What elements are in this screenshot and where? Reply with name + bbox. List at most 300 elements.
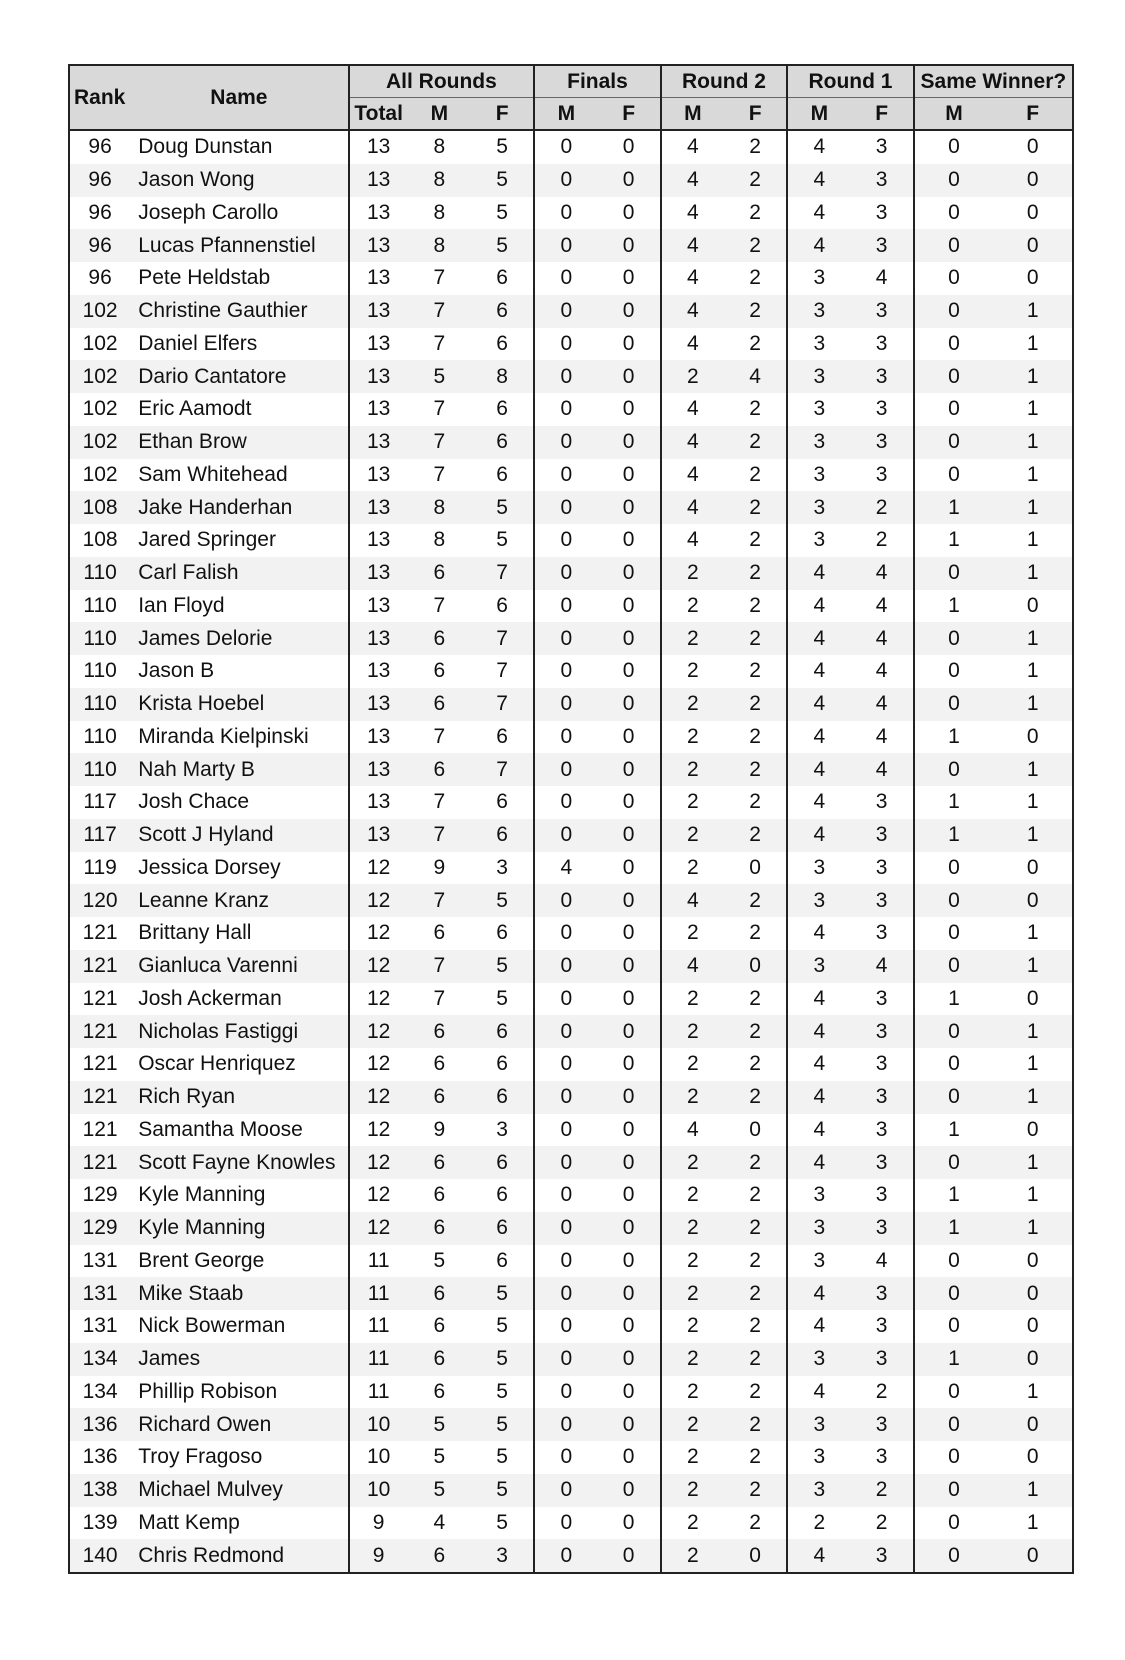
finals-m-cell: 0: [534, 1277, 597, 1310]
name-cell: Nicholas Fastiggi: [130, 1015, 348, 1048]
finals-f-cell: 0: [597, 426, 660, 459]
name-cell: Eric Aamodt: [138, 397, 252, 421]
rank-cell: 117: [83, 790, 117, 814]
round1-m-cell: 3: [787, 884, 850, 917]
same-winner-f-cell: 1: [1026, 1510, 1039, 1534]
all-f-cell: 5: [471, 1408, 534, 1441]
standings-table: [68, 64, 1074, 1574]
same-winner-m-cell: 0: [914, 1081, 994, 1114]
total-cell: 11: [349, 1277, 408, 1310]
name-cell: Troy Fragoso: [138, 1445, 263, 1469]
rank-cell: 96: [69, 229, 130, 262]
round2-f-cell: 2: [749, 397, 761, 421]
all-m-cell: 5: [408, 1474, 471, 1507]
all-m-cell: 7: [433, 593, 446, 617]
round1-f-cell: 3: [850, 426, 913, 459]
round2-m-cell: 4: [661, 197, 724, 230]
table-row: [69, 1146, 1073, 1179]
all-m-cell: 7: [408, 884, 471, 917]
all-f-cell: 5: [496, 1379, 508, 1403]
all-rounds-header: All Rounds: [349, 65, 535, 98]
round2-m-cell: 2: [661, 1146, 724, 1179]
finals-m-cell: 0: [534, 1146, 597, 1179]
total-cell: 12: [349, 983, 408, 1016]
total-cell: 13: [349, 688, 408, 721]
all-m-cell: 5: [433, 1445, 446, 1469]
same-winner-m-cell: 0: [914, 753, 994, 786]
all-m-cell: 5: [433, 1248, 446, 1272]
round1-f-cell: 3: [875, 135, 888, 159]
total-cell: 13: [349, 295, 408, 328]
table-row: [69, 1081, 1073, 1114]
same-winner-m-cell: 1: [914, 786, 994, 819]
finals-m-cell: 4: [534, 852, 597, 885]
all-m-cell: 6: [408, 688, 471, 721]
same-winner-m-cell: 0: [914, 1539, 994, 1573]
all-f-cell: 6: [496, 1183, 508, 1207]
finals-m-cell: 0: [534, 1048, 597, 1081]
same-winner-f-cell: 0: [1026, 1314, 1039, 1338]
total-cell: 13: [349, 786, 408, 819]
rank-cell: 96: [88, 200, 112, 224]
total-cell: 13: [349, 622, 408, 655]
rank-cell: 138: [69, 1474, 130, 1507]
round2-f-cell: 2: [749, 1314, 761, 1338]
same-winner-f-cell: 0: [993, 884, 1073, 917]
all-rounds-f-subheader: F: [471, 98, 534, 131]
all-f-cell: 6: [496, 331, 508, 355]
all-f-cell: 6: [496, 790, 508, 814]
total-cell: 12: [349, 1048, 408, 1081]
table-row: [69, 1179, 1073, 1212]
table-row: [69, 360, 1073, 393]
rank-cell: 131: [82, 1248, 118, 1272]
total-cell: 9: [349, 1539, 408, 1573]
rank-cell: 108: [82, 528, 118, 552]
round2-m-cell: 2: [661, 721, 724, 754]
same-winner-m-cell: 0: [914, 1048, 994, 1081]
name-cell: Lucas Pfannenstiel: [130, 229, 348, 262]
round1-m-cell: 4: [787, 1081, 850, 1114]
same-winner-m-cell: 0: [914, 229, 994, 262]
all-m-cell: 7: [408, 426, 471, 459]
finals-m-cell: 0: [534, 1114, 597, 1147]
name-cell: James: [130, 1343, 348, 1376]
round1-f-cell: 3: [850, 819, 913, 852]
round2-f-cell: 2: [724, 1212, 787, 1245]
rank-header: Rank: [69, 65, 130, 130]
all-m-cell: 7: [433, 790, 446, 814]
round2-f-cell: 2: [724, 622, 787, 655]
total-cell: 13: [349, 459, 408, 492]
finals-f-cell: 0: [622, 331, 635, 355]
all-m-cell: 8: [408, 229, 471, 262]
round1-f-cell: 3: [875, 1314, 888, 1338]
round2-m-cell: 2: [661, 1539, 724, 1573]
round2-m-cell: 4: [661, 295, 724, 328]
round2-m-cell: 2: [661, 1376, 724, 1409]
finals-m-cell: 0: [534, 262, 597, 295]
same-winner-f-cell: 0: [993, 1277, 1073, 1310]
all-m-cell: 6: [433, 1183, 446, 1207]
rank-cell: 121: [82, 1117, 118, 1141]
round2-m-cell: 2: [661, 1310, 724, 1343]
round2-f-subheader: F: [724, 98, 787, 131]
name-cell: Gianluca Varenni: [130, 950, 348, 983]
table-row: [69, 524, 1073, 557]
finals-f-cell: 0: [597, 1146, 660, 1179]
round1-m-cell: 3: [787, 491, 850, 524]
round2-f-cell: 2: [749, 1379, 761, 1403]
total-cell: 10: [349, 1408, 408, 1441]
round1-f-cell: 4: [875, 724, 888, 748]
finals-f-cell: 0: [622, 855, 635, 879]
round1-m-cell: 4: [787, 1539, 850, 1573]
same-winner-f-cell: 1: [993, 819, 1073, 852]
round2-m-cell: 2: [661, 655, 724, 688]
all-m-cell: 6: [433, 1379, 446, 1403]
all-m-cell: 8: [433, 528, 446, 552]
name-cell: Brittany Hall: [138, 921, 252, 945]
round1-f-cell: 3: [875, 986, 888, 1010]
all-f-cell: 5: [496, 200, 508, 224]
round1-f-cell: 3: [850, 1015, 913, 1048]
finals-f-cell: 0: [622, 397, 635, 421]
total-cell: 13: [349, 197, 408, 230]
round2-f-cell: 2: [749, 200, 761, 224]
round1-f-cell: 4: [850, 753, 913, 786]
table-row: [69, 721, 1073, 754]
all-m-cell: 6: [433, 1052, 446, 1076]
round2-f-cell: 2: [724, 229, 787, 262]
same-winner-m-cell: 1: [914, 1343, 994, 1376]
total-cell: 12: [349, 852, 408, 885]
round1-m-cell: 4: [787, 983, 850, 1016]
finals-f-cell: 0: [622, 528, 635, 552]
name-cell: Samantha Moose: [138, 1117, 303, 1141]
name-cell: Daniel Elfers: [138, 331, 258, 355]
total-cell: 13: [349, 393, 408, 426]
all-m-cell: 7: [408, 819, 471, 852]
rank-cell: 102: [82, 331, 118, 355]
table-row: [69, 1343, 1073, 1376]
all-f-cell: 6: [496, 397, 508, 421]
total-cell: 12: [349, 917, 408, 950]
same-winner-f-cell: 0: [1026, 1445, 1039, 1469]
finals-m-cell: 0: [534, 950, 597, 983]
round2-f-cell: 2: [724, 819, 787, 852]
round1-m-cell: 4: [787, 1048, 850, 1081]
round2-m-cell: 4: [661, 229, 724, 262]
same-winner-f-cell: 1: [993, 1212, 1073, 1245]
table-row: [69, 819, 1073, 852]
same-winner-f-cell: 0: [1026, 855, 1039, 879]
finals-f-cell: 0: [597, 622, 660, 655]
all-m-cell: 5: [408, 1408, 471, 1441]
same-winner-m-cell: 1: [914, 721, 994, 754]
table-row: [69, 1408, 1073, 1441]
finals-f-cell: 0: [597, 1539, 660, 1573]
name-cell: Krista Hoebel: [130, 688, 348, 721]
same-winner-m-cell: 0: [914, 426, 994, 459]
name-cell: Brent George: [138, 1248, 265, 1272]
round1-m-cell: 4: [787, 917, 850, 950]
rank-cell: 134: [69, 1343, 130, 1376]
same-winner-f-cell: 1: [1026, 659, 1039, 683]
same-winner-f-cell: 1: [993, 426, 1073, 459]
all-f-cell: 6: [496, 266, 508, 290]
round2-m-cell: 2: [661, 1507, 724, 1540]
all-f-cell: 5: [496, 1445, 508, 1469]
round1-m-cell: 3: [787, 1179, 850, 1212]
round2-f-cell: 2: [724, 426, 787, 459]
finals-f-cell: 0: [622, 266, 635, 290]
round1-f-cell: 3: [850, 1343, 913, 1376]
all-f-cell: 5: [471, 164, 534, 197]
round1-f-cell: 4: [875, 266, 888, 290]
round1-m-cell: 4: [787, 197, 850, 230]
table-row: [69, 622, 1073, 655]
finals-f-cell: 0: [622, 1052, 635, 1076]
table-row: [69, 1441, 1073, 1474]
name-cell: Sam Whitehead: [138, 462, 288, 486]
round1-f-cell: 4: [850, 688, 913, 721]
same-winner-m-cell: 1: [914, 1114, 994, 1147]
finals-m-cell: 0: [534, 1245, 597, 1278]
finals-f-cell: 0: [597, 753, 660, 786]
same-winner-m-cell: 1: [914, 983, 994, 1016]
round1-f-cell: 3: [875, 462, 888, 486]
all-m-cell: 6: [408, 557, 471, 590]
finals-m-cell: 0: [534, 426, 597, 459]
finals-m-cell: 0: [534, 130, 597, 164]
rank-cell: 102: [82, 397, 118, 421]
round2-m-cell: 2: [661, 1048, 724, 1081]
name-cell: Scott Fayne Knowles: [130, 1146, 348, 1179]
round1-m-cell: 4: [787, 688, 850, 721]
rank-cell: 134: [82, 1379, 118, 1403]
table-row: [69, 1015, 1073, 1048]
rank-cell: 121: [82, 986, 118, 1010]
all-f-cell: 6: [471, 1081, 534, 1114]
rank-cell: 102: [82, 462, 118, 486]
rank-cell: 121: [82, 1052, 118, 1076]
name-cell: Doug Dunstan: [138, 135, 273, 159]
round1-f-cell: 2: [850, 491, 913, 524]
total-cell: 13: [349, 557, 408, 590]
all-f-cell: 5: [471, 1343, 534, 1376]
name-cell: Josh Chace: [138, 790, 250, 814]
finals-m-cell: 0: [534, 590, 597, 623]
finals-m-cell: 0: [534, 1310, 597, 1343]
finals-f-cell: 0: [597, 950, 660, 983]
table-row: [69, 426, 1073, 459]
same-winner-f-cell: 0: [1026, 266, 1039, 290]
all-f-cell: 6: [471, 295, 534, 328]
all-m-cell: 8: [408, 164, 471, 197]
name-cell: Chris Redmond: [130, 1539, 348, 1573]
round2-m-cell: 4: [661, 884, 724, 917]
finals-f-cell: 0: [622, 200, 635, 224]
total-cell: 13: [349, 360, 408, 393]
round1-m-cell: 2: [787, 1507, 850, 1540]
name-cell: Carl Falish: [130, 557, 348, 590]
same-winner-m-cell: 0: [914, 1310, 994, 1343]
same-winner-m-cell: 0: [914, 393, 994, 426]
all-f-cell: 7: [471, 622, 534, 655]
round1-m-cell: 4: [787, 1310, 850, 1343]
name-cell: Jason B: [138, 659, 215, 683]
round2-m-cell: 2: [661, 360, 724, 393]
rank-cell: 110: [69, 753, 130, 786]
finals-m-cell: 0: [534, 1474, 597, 1507]
rank-cell: 96: [88, 135, 112, 159]
total-cell: 11: [349, 1343, 408, 1376]
same-winner-f-cell: 1: [993, 950, 1073, 983]
same-winner-f-cell: 1: [1026, 790, 1039, 814]
table-row: [69, 393, 1073, 426]
round1-f-cell: 3: [875, 331, 888, 355]
round2-m-cell: 2: [661, 1179, 724, 1212]
round2-m-cell: 2: [661, 917, 724, 950]
finals-m-cell: 0: [534, 360, 597, 393]
rank-cell: 121: [69, 1146, 130, 1179]
all-f-cell: 7: [496, 659, 508, 683]
all-f-cell: 5: [471, 491, 534, 524]
finals-m-cell: 0: [534, 393, 597, 426]
round1-m-cell: 4: [787, 655, 850, 688]
name-cell: Jason Wong: [130, 164, 348, 197]
same-winner-m-cell: 0: [914, 655, 994, 688]
rank-cell: 110: [69, 622, 130, 655]
all-m-cell: 9: [433, 855, 446, 879]
rank-cell: 121: [82, 921, 118, 945]
finals-f-cell: 0: [622, 1379, 635, 1403]
name-cell: Mike Staab: [130, 1277, 348, 1310]
same-winner-m-cell: 0: [914, 1245, 994, 1278]
total-cell: 13: [349, 524, 408, 557]
name-cell: Miranda Kielpinski: [138, 724, 309, 748]
same-winner-f-cell: 1: [1026, 1379, 1039, 1403]
finals-f-cell: 0: [597, 884, 660, 917]
all-m-cell: 4: [433, 1510, 446, 1534]
name-cell: James Delorie: [130, 622, 348, 655]
same-winner-m-cell: 0: [914, 852, 994, 885]
standings-sheet: [68, 64, 1074, 1574]
round1-f-cell: 3: [850, 1146, 913, 1179]
all-m-cell: 6: [408, 1212, 471, 1245]
round2-f-cell: 2: [749, 921, 761, 945]
table-row: [69, 753, 1073, 786]
rank-cell: 120: [69, 884, 130, 917]
rank-cell: 110: [83, 593, 117, 617]
finals-m-cell: 0: [534, 753, 597, 786]
all-f-cell: 6: [471, 426, 534, 459]
name-cell: Dario Cantatore: [130, 360, 348, 393]
same-winner-m-cell: 1: [914, 524, 994, 557]
all-f-cell: 7: [471, 753, 534, 786]
finals-f-cell: 0: [622, 593, 635, 617]
same-winner-m-cell: 0: [914, 164, 994, 197]
round1-m-cell: 4: [787, 557, 850, 590]
total-cell: 13: [349, 819, 408, 852]
round2-m-cell: 2: [661, 622, 724, 655]
all-f-cell: 7: [471, 557, 534, 590]
name-cell: Phillip Robison: [138, 1379, 278, 1403]
same-winner-f-subheader: F: [993, 98, 1073, 131]
same-winner-f-cell: 0: [1026, 1248, 1039, 1272]
table-row: [69, 459, 1073, 492]
round2-f-cell: 2: [749, 659, 761, 683]
finals-f-cell: 0: [597, 1474, 660, 1507]
same-winner-f-cell: 0: [1026, 135, 1039, 159]
finals-f-cell: 0: [622, 921, 635, 945]
finals-f-cell: 0: [597, 1343, 660, 1376]
table-row: [69, 1114, 1073, 1147]
round1-m-cell: 3: [787, 1343, 850, 1376]
round2-m-cell: 4: [661, 426, 724, 459]
round1-m-cell: 4: [787, 819, 850, 852]
same-winner-f-cell: 1: [1026, 528, 1039, 552]
finals-f-cell: 0: [597, 1015, 660, 1048]
all-f-cell: 6: [496, 593, 508, 617]
round2-m-cell: 2: [661, 786, 724, 819]
table-row: [69, 130, 1073, 164]
all-f-cell: 7: [471, 688, 534, 721]
finals-m-cell: 0: [534, 1441, 597, 1474]
all-m-cell: 7: [433, 986, 446, 1010]
round2-header: Round 2: [661, 65, 788, 98]
total-cell: 12: [349, 1015, 408, 1048]
finals-f-cell: 0: [622, 1183, 635, 1207]
name-cell: Rich Ryan: [130, 1081, 348, 1114]
total-cell: 12: [349, 1114, 408, 1147]
table-row: [69, 1539, 1073, 1573]
all-m-cell: 7: [433, 724, 446, 748]
finals-f-cell: 0: [622, 790, 635, 814]
same-winner-m-cell: 1: [914, 1179, 994, 1212]
total-cell: 12: [349, 884, 408, 917]
round1-m-cell: 3: [787, 1245, 850, 1278]
same-winner-m-cell: 0: [914, 295, 994, 328]
all-f-cell: 3: [471, 1539, 534, 1573]
round2-m-cell: 2: [661, 1015, 724, 1048]
all-f-cell: 6: [496, 921, 508, 945]
finals-f-cell: 0: [622, 659, 635, 683]
name-header: Name: [130, 65, 348, 130]
table-row: [69, 491, 1073, 524]
round2-m-cell: 4: [661, 393, 724, 426]
table-header: [69, 65, 1073, 130]
round2-m-cell: 4: [661, 328, 724, 361]
finals-f-cell: 0: [622, 1445, 635, 1469]
same-winner-f-cell: 1: [993, 753, 1073, 786]
all-m-cell: 7: [408, 295, 471, 328]
round1-f-cell: 3: [850, 229, 913, 262]
table-row: [69, 655, 1073, 688]
same-winner-f-cell: 1: [993, 491, 1073, 524]
all-m-cell: 6: [408, 753, 471, 786]
all-f-cell: 6: [496, 462, 508, 486]
same-winner-m-cell: 0: [914, 622, 994, 655]
all-f-cell: 5: [496, 986, 508, 1010]
same-winner-f-cell: 0: [1026, 724, 1039, 748]
rank-cell: 136: [69, 1408, 130, 1441]
round1-f-cell: 3: [875, 921, 888, 945]
round1-f-cell: 3: [850, 1539, 913, 1573]
same-winner-m-cell: 0: [914, 328, 994, 361]
round2-f-cell: 2: [749, 1052, 761, 1076]
